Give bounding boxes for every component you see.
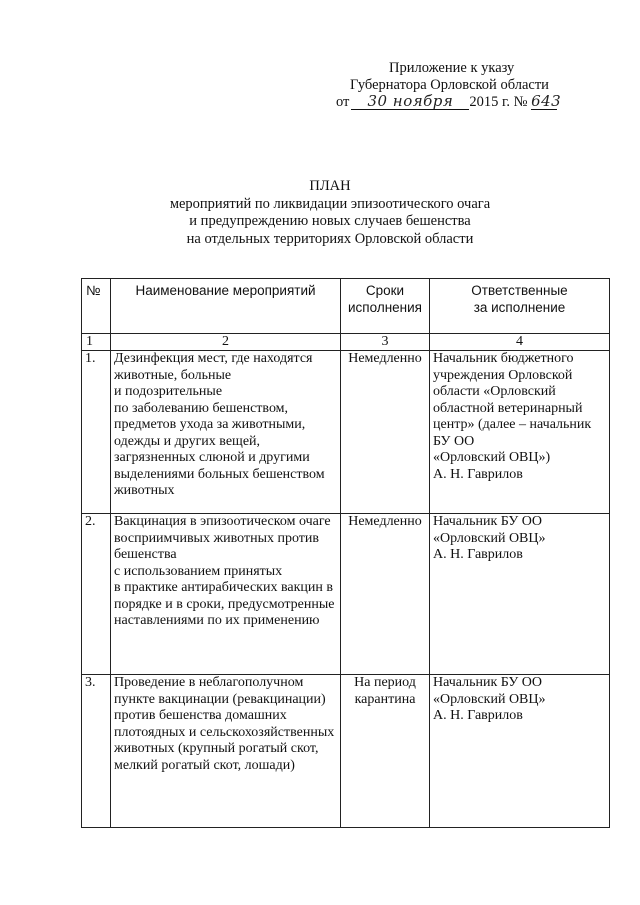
row-number: 3.: [82, 675, 111, 828]
row-measure: Дезинфекция мест, где находятся животные, больные и подозрительные по заболеванию бешенством, предметов ухода за животными, одежды и других вещей, загрязненных слюной и другими выделениями больных бешенством животных: [111, 351, 341, 514]
column-number-1: 1: [82, 334, 111, 351]
column-number-row: [82, 334, 610, 351]
header-row: [82, 279, 610, 334]
row-number: 1.: [82, 351, 111, 514]
header-number: №: [82, 279, 111, 334]
row-number: 2.: [82, 514, 111, 675]
column-number-3: 3: [341, 334, 430, 351]
from-label: от: [336, 94, 350, 110]
appendix-line-2: Губернатора Орловской области: [350, 77, 549, 93]
handwritten-date: 30 ноября: [351, 94, 469, 110]
year-text: 2015 г. №: [469, 94, 528, 110]
row-measure: Вакцинация в эпизоотическом очаге восприимчивых животных против бешенства с использованием принятых в практике антирабических вакцин в порядке и в сроки, предусмотренные наставлениями по их применению: [111, 514, 341, 675]
appendix-block: [336, 60, 606, 111]
table-row: [82, 514, 610, 675]
appendix-date-line: [336, 94, 606, 111]
appendix-line-1: Приложение к указу: [389, 60, 515, 76]
row-responsible: Начальник БУ ОО «Орловский ОВЦ» А. Н. Гаврилов: [430, 514, 610, 675]
row-deadline: Немедленно: [341, 351, 430, 514]
document-heading: [130, 178, 530, 248]
heading-line-1: мероприятий по ликвидации эпизоотического очага: [169, 195, 491, 212]
row-measure: Проведение в неблагополучном пункте вакцинации (ревакцинации) против бешенства домашних плотоядных и сельскохозяйственных животных (крупный рогатый скот, мелкий рогатый скот, лошади): [111, 675, 341, 828]
column-number-4: 4: [430, 334, 610, 351]
plan-table: [81, 278, 610, 828]
row-deadline: На период карантина: [341, 675, 430, 828]
row-deadline: Немедленно: [341, 514, 430, 675]
table-row: [82, 675, 610, 828]
header-responsible: Ответственные за исполнение: [430, 279, 610, 334]
column-number-2: 2: [111, 334, 341, 351]
heading-line-2: и предупреждению новых случаев бешенства: [189, 213, 471, 229]
heading-line-3: на отдельных территориях Орловской области: [186, 230, 474, 247]
table-row: [82, 351, 610, 514]
document-title: ПЛАН: [309, 178, 351, 194]
header-measure: Наименование мероприятий: [111, 279, 341, 334]
row-responsible: Начальник БУ ОО «Орловский ОВЦ» А. Н. Гаврилов: [430, 675, 610, 828]
handwritten-number: 643: [531, 92, 562, 110]
header-deadline: Сроки исполнения: [341, 279, 430, 334]
row-responsible: Начальник бюджетного учреждения Орловской области «Орловский областной ветеринарный центр» (далее – начальник БУ ОО «Орловский ОВЦ») А. Н. Гаврилов: [430, 351, 610, 514]
